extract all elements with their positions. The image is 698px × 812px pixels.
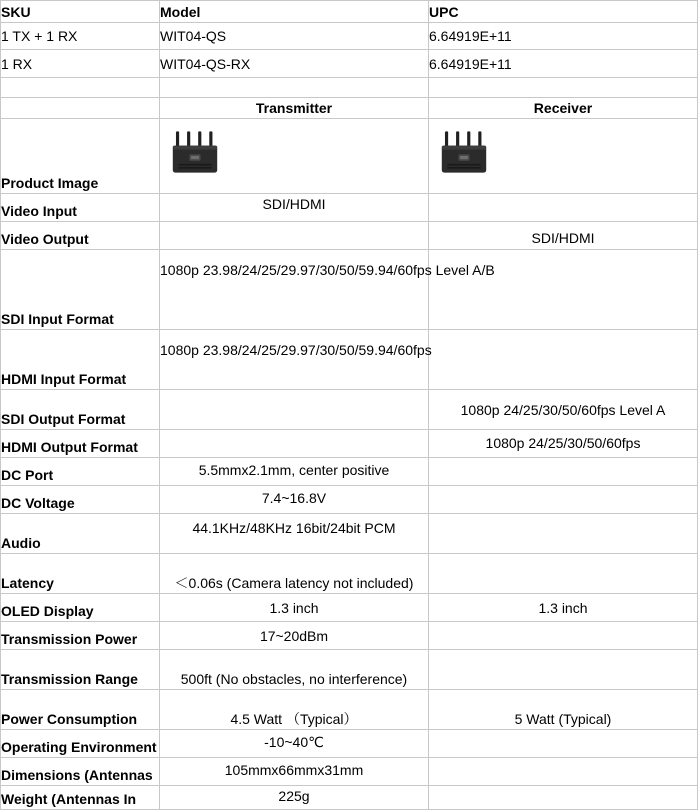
transmitter-value: 105mmx66mmx31mm	[160, 758, 429, 786]
upc-cell: 6.64919E+11	[429, 50, 698, 78]
spec-label: SDI Input Format	[1, 250, 160, 330]
sku-row	[1, 50, 698, 78]
spec-label: Transmission Power	[1, 622, 160, 650]
upc-header: UPC	[429, 1, 698, 23]
transmitter-value: 5.5mmx2.1mm, center positive	[160, 458, 429, 486]
empty-row	[1, 78, 698, 98]
receiver-image-cell	[429, 119, 698, 194]
empty-cell	[1, 98, 160, 119]
receiver-value	[429, 650, 698, 690]
receiver-value	[429, 194, 698, 222]
spec-label: Weight (Antennas In	[1, 786, 160, 810]
receiver-value: 5 Watt (Typical)	[429, 690, 698, 730]
model-cell: WIT04-QS-RX	[160, 50, 429, 78]
transmitter-value: ＜0.06s (Camera latency not included)	[160, 554, 429, 594]
spec-row	[1, 330, 698, 390]
spec-label: HDMI Input Format	[1, 330, 160, 390]
spec-row	[1, 250, 698, 330]
upc-cell: 6.64919E+11	[429, 23, 698, 50]
spec-label: DC Voltage	[1, 486, 160, 514]
transmitter-value: 1.3 inch	[160, 594, 429, 622]
spec-row	[1, 194, 698, 222]
spec-label: OLED Display	[1, 594, 160, 622]
column-header-row	[1, 98, 698, 119]
transmitter-header: Transmitter	[160, 98, 429, 119]
transmitter-value	[160, 390, 429, 430]
receiver-value: SDI/HDMI	[429, 222, 698, 250]
receiver-value	[429, 622, 698, 650]
model-header: Model	[160, 1, 429, 23]
receiver-value	[429, 786, 698, 810]
receiver-value	[429, 330, 698, 390]
transmitter-value	[160, 430, 429, 458]
spec-label: Audio	[1, 514, 160, 554]
spec-row	[1, 758, 698, 786]
spec-label: Dimensions (Antennas	[1, 758, 160, 786]
receiver-image	[441, 125, 487, 179]
transmitter-value: 4.5 Watt （Typical）	[160, 690, 429, 730]
receiver-value	[429, 758, 698, 786]
spec-row	[1, 650, 698, 690]
empty-cell	[160, 78, 429, 98]
sku-header: SKU	[1, 1, 160, 23]
transmitter-value	[160, 222, 429, 250]
spec-row	[1, 514, 698, 554]
receiver-value	[429, 486, 698, 514]
model-cell: WIT04-QS	[160, 23, 429, 50]
spec-label: HDMI Output Format	[1, 430, 160, 458]
spec-label: Operating Environment	[1, 730, 160, 758]
spec-row-product-image	[1, 119, 698, 194]
transmitter-image	[172, 125, 218, 179]
spec-row	[1, 690, 698, 730]
spec-label: Video Input	[1, 194, 160, 222]
sku-row	[1, 23, 698, 50]
spec-row	[1, 786, 698, 810]
transmitter-value: SDI/HDMI	[160, 194, 429, 222]
transmitter-value: 44.1KHz/48KHz 16bit/24bit PCM	[160, 514, 429, 554]
receiver-value	[429, 514, 698, 554]
transmitter-value: 500ft (No obstacles, no interference)	[160, 650, 429, 690]
receiver-value: 1080p 24/25/30/50/60fps	[429, 430, 698, 458]
spec-row	[1, 730, 698, 758]
transmitter-value: 1080p 23.98/24/25/29.97/30/50/59.94/60fps	[160, 330, 429, 390]
transmitter-value: 225g	[160, 786, 429, 810]
spec-row	[1, 594, 698, 622]
receiver-value	[429, 458, 698, 486]
spec-row	[1, 222, 698, 250]
transmitter-value: 7.4~16.8V	[160, 486, 429, 514]
sku-cell: 1 TX + 1 RX	[1, 23, 160, 50]
receiver-value	[429, 730, 698, 758]
spec-label: DC Port	[1, 458, 160, 486]
receiver-value	[429, 554, 698, 594]
receiver-value: 1.3 inch	[429, 594, 698, 622]
spec-label: Power Consumption	[1, 690, 160, 730]
sku-cell: 1 RX	[1, 50, 160, 78]
receiver-value: 1080p 24/25/30/50/60fps Level A	[429, 390, 698, 430]
empty-cell	[429, 78, 698, 98]
receiver-header: Receiver	[429, 98, 698, 119]
spec-row	[1, 486, 698, 514]
transmitter-value: 1080p 23.98/24/25/29.97/30/50/59.94/60fps Level A/B	[160, 250, 429, 330]
spec-row	[1, 390, 698, 430]
spec-label: Transmission Range	[1, 650, 160, 690]
spec-row	[1, 554, 698, 594]
spec-label: Latency	[1, 554, 160, 594]
transmitter-value: 17~20dBm	[160, 622, 429, 650]
empty-cell	[1, 78, 160, 98]
transmitter-value: -10~40℃	[160, 730, 429, 758]
spec-row	[1, 622, 698, 650]
transmitter-image-cell	[160, 119, 429, 194]
spec-label: Video Output	[1, 222, 160, 250]
spec-row	[1, 458, 698, 486]
spec-row	[1, 430, 698, 458]
header-row	[1, 1, 698, 23]
spec-label: SDI Output Format	[1, 390, 160, 430]
spec-label: Product Image	[1, 119, 160, 194]
